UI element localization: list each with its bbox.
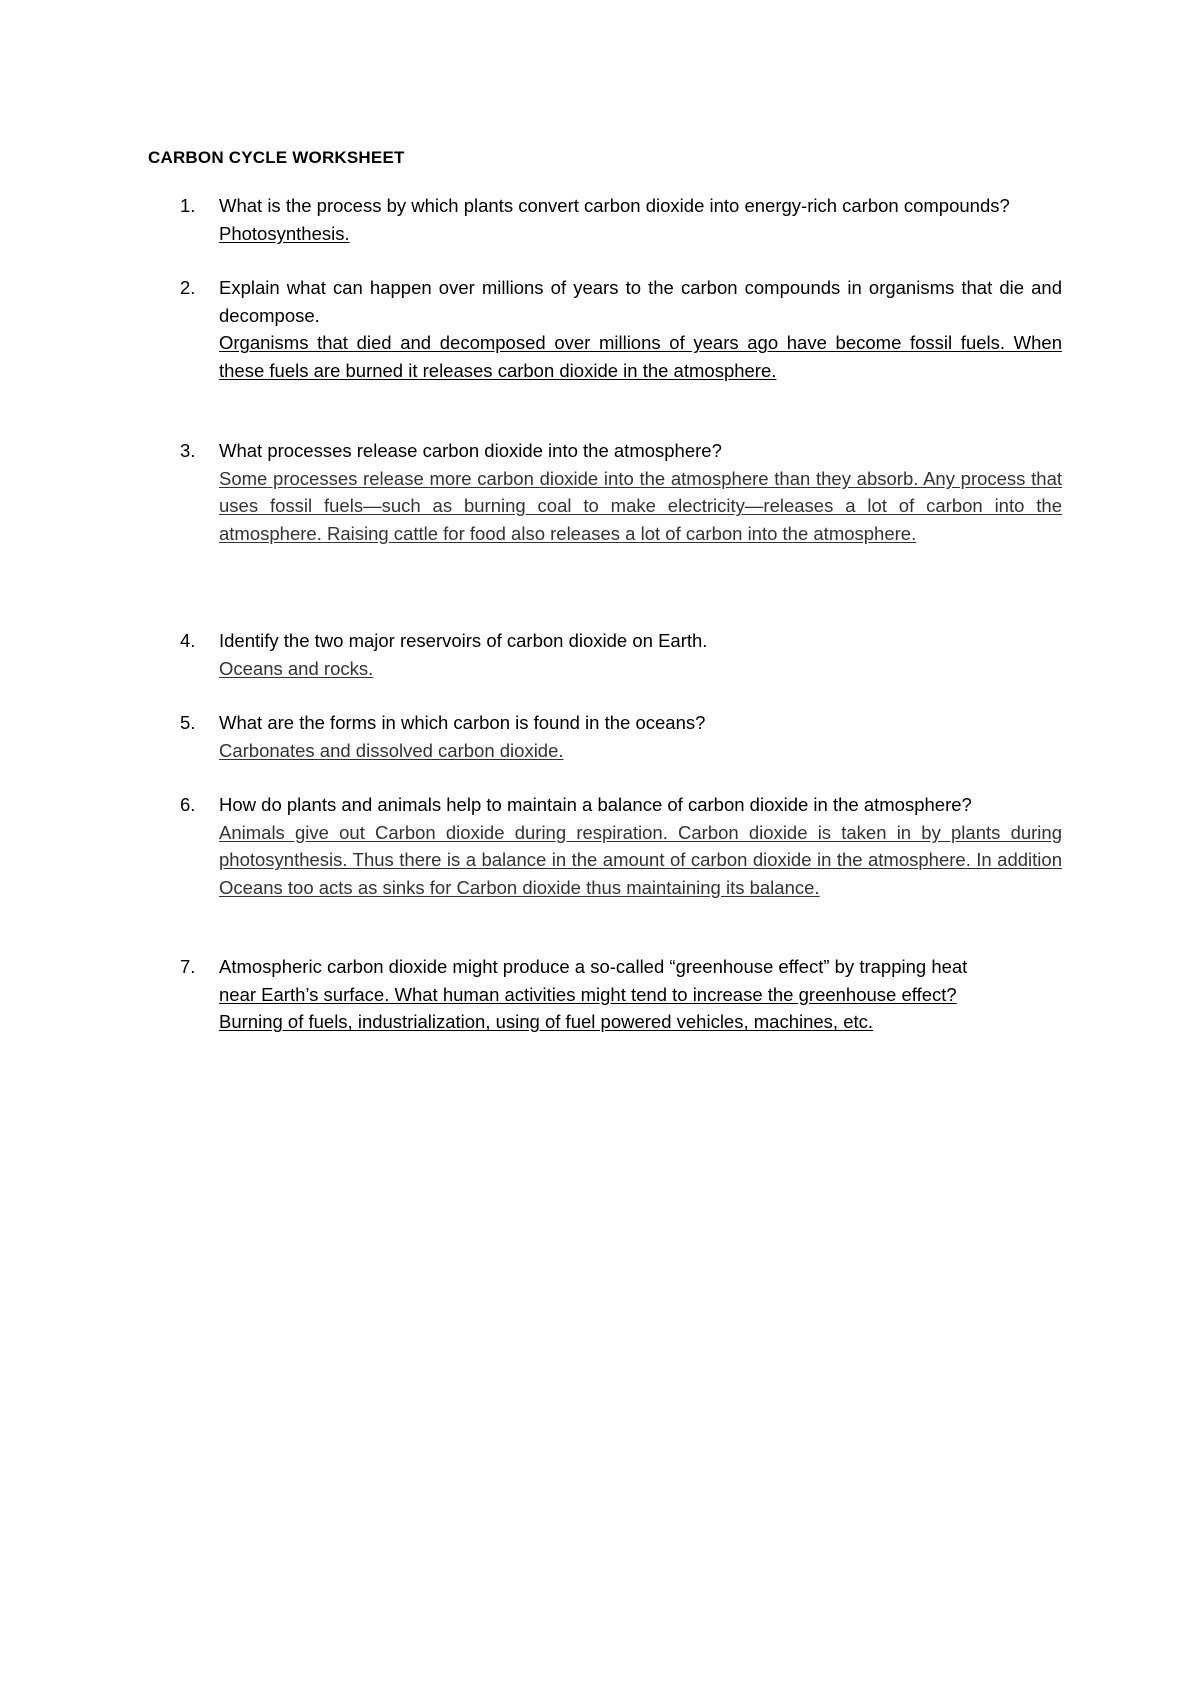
question-number: 4. [180,630,196,651]
question-number: 2. [180,277,196,298]
answer-text: Animals give out Carbon dioxide during respiration. Carbon dioxide is taken in by plants during photosynthesis. Thus there is a balance in the amount of carbon dioxide in the atmosphere. In addition Oceans too acts as sinks for Carbon dioxide thus maintaining its balance. [219,821,1062,898]
question-number: 3. [180,440,196,461]
question-text-continued: near Earth’s surface. What human activities might tend to increase the greenhouse effect? [219,983,957,1005]
question-number: 7. [180,956,196,977]
answer-text: Some processes release more carbon dioxide into the atmosphere than they absorb. Any process that uses fossil fuels—such as burning coal to make electricity—releases a lot of carbon into the atmosphere. Raising cattle for food also releases a lot of carbon into the atmosphere. [219,467,1062,544]
answer-text: Photosynthesis. [219,222,350,244]
worksheet-title: CARBON CYCLE WORKSHEET [148,148,405,167]
answer-text: Carbonates and dissolved carbon dioxide. [219,739,564,761]
question-text: Identify the two major reservoirs of carbon dioxide on Earth. [219,630,708,651]
answer-text: Organisms that died and decomposed over millions of years ago have become fossil fuels. When these fuels are burned it releases carbon dioxide in the atmosphere. [219,332,1062,381]
question-number: 5. [180,712,196,733]
question-text: Atmospheric carbon dioxide might produce a so-called “greenhouse effect” by trapping heat [219,956,968,977]
question-number: 1. [180,195,196,216]
question-text: What is the process by which plants convert carbon dioxide into energy-rich carbon compounds? [219,195,1010,216]
answer-text: Burning of fuels, industrialization, using of fuel powered vehicles, machines, etc. [219,1011,874,1032]
question-text: What processes release carbon dioxide into the atmosphere? [219,440,722,461]
question-text: How do plants and animals help to maintain a balance of carbon dioxide in the atmosphere? [219,794,972,815]
question-text: Explain what can happen over millions of years to the carbon compounds in organisms that die and decompose. [219,277,1062,326]
question-number: 6. [180,794,196,815]
question-text: What are the forms in which carbon is found in the oceans? [219,712,706,733]
answer-text: Oceans and rocks. [219,657,374,679]
